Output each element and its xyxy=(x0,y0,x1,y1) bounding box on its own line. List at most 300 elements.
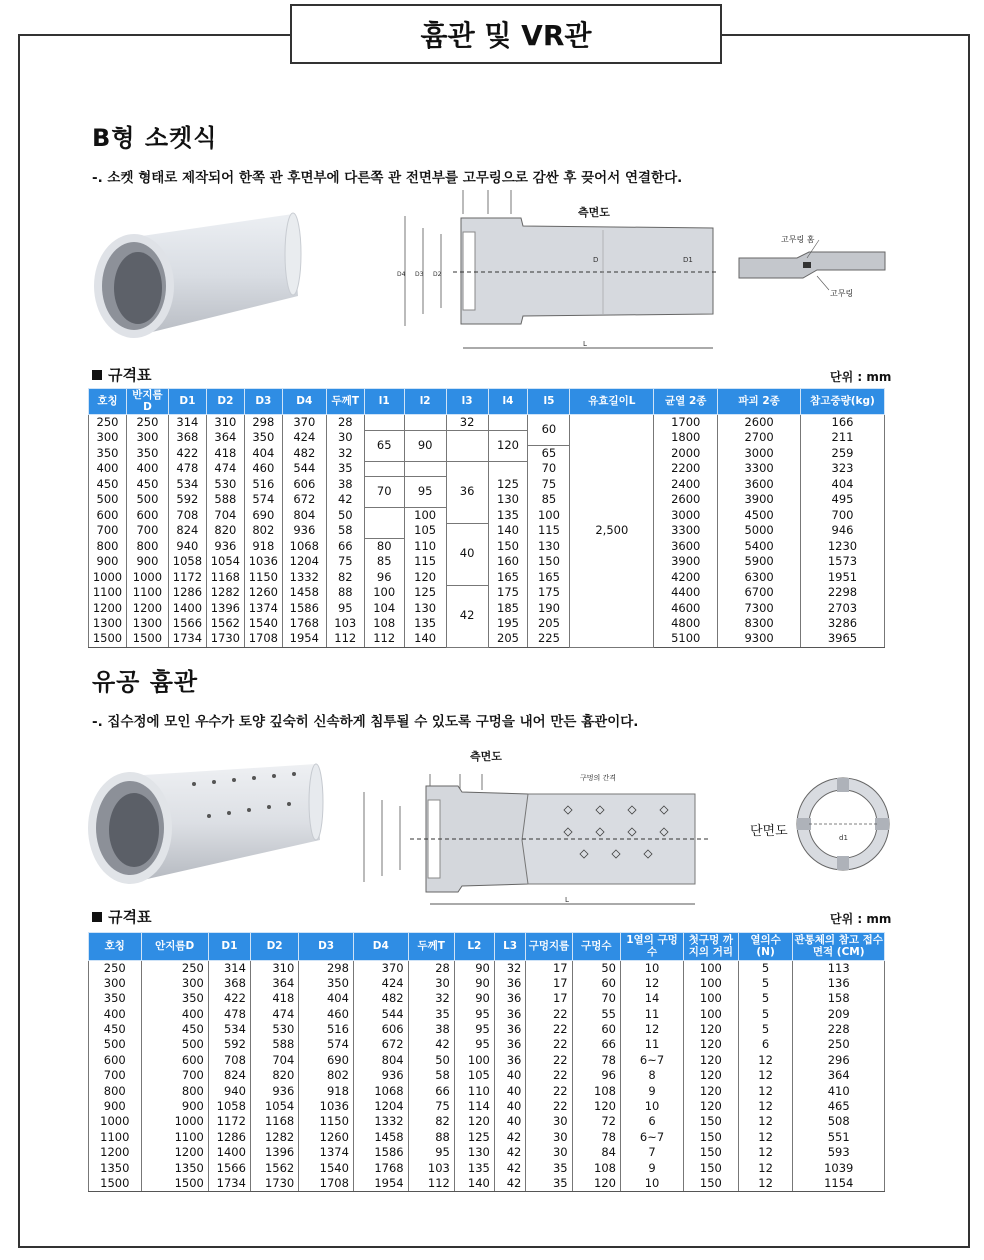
table-cell: 1350 xyxy=(89,1161,142,1176)
table-cell: 55 xyxy=(572,1007,620,1022)
section1-unit: 단위 : mm xyxy=(830,370,892,384)
table-cell: 8 xyxy=(620,1068,683,1083)
table-cell: 672 xyxy=(282,492,326,508)
table-cell: 100 xyxy=(528,508,570,524)
table-cell: 310 xyxy=(250,961,298,976)
table-cell: 500 xyxy=(89,1037,142,1052)
table-cell: 592 xyxy=(168,492,206,508)
table-cell: 95 xyxy=(454,1022,494,1037)
table-cell: 5 xyxy=(738,991,793,1006)
table-cell: 936 xyxy=(282,523,326,539)
table-cell: 824 xyxy=(168,523,206,539)
table-cell: 150 xyxy=(684,1130,739,1145)
table-header-cell: l4 xyxy=(488,389,528,415)
table-cell: 95 xyxy=(408,1145,454,1160)
table-row xyxy=(89,1176,885,1191)
table-cell: 3300 xyxy=(718,461,801,477)
table-cell: 370 xyxy=(282,415,326,431)
table-cell: 130 xyxy=(488,492,528,508)
perforated-pipe-photo xyxy=(84,740,324,890)
table-cell: 350 xyxy=(89,991,142,1006)
table-cell: 508 xyxy=(793,1114,885,1129)
table-cell: 802 xyxy=(244,523,282,539)
table-cell: 150 xyxy=(528,554,570,570)
table-cell: 1400 xyxy=(168,601,206,617)
table-cell: 530 xyxy=(206,477,244,493)
table-cell: 450 xyxy=(89,477,127,493)
svg-text:D4: D4 xyxy=(397,271,406,278)
table-cell: 7300 xyxy=(718,601,801,617)
table-cell: 50 xyxy=(326,508,364,524)
table-cell: 424 xyxy=(282,430,326,446)
table-cell: 1058 xyxy=(168,554,206,570)
table-cell: 1734 xyxy=(208,1176,250,1191)
table-cell: 1282 xyxy=(250,1130,298,1145)
table-cell xyxy=(364,415,404,431)
table-cell: 3900 xyxy=(718,492,801,508)
section1-table-body xyxy=(89,415,885,648)
table-cell: 4500 xyxy=(718,508,801,524)
table-cell: 500 xyxy=(89,492,127,508)
section2-table-header xyxy=(89,933,885,961)
table-cell: 100 xyxy=(684,991,739,1006)
table-cell: 58 xyxy=(326,523,364,539)
table-row xyxy=(89,961,885,976)
table-header-cell: D2 xyxy=(206,389,244,415)
table-cell: 75 xyxy=(528,477,570,493)
table-cell: 918 xyxy=(244,539,282,555)
table-row xyxy=(89,991,885,1006)
table-cell: 1540 xyxy=(299,1161,354,1176)
table-cell: 1374 xyxy=(244,601,282,617)
table-cell: 1500 xyxy=(126,632,168,648)
section2-table-body xyxy=(89,961,885,1192)
table-cell: 32 xyxy=(326,446,364,462)
table-cell: 228 xyxy=(793,1022,885,1037)
table-cell: 205 xyxy=(488,632,528,648)
table-cell xyxy=(364,508,404,539)
table-cell: 42 xyxy=(326,492,364,508)
table-cell: 606 xyxy=(353,1022,408,1037)
table-header-cell: 안지름D xyxy=(141,933,208,961)
rubber-ring-groove-label: 고무링 홈 xyxy=(781,235,815,244)
table-cell: 936 xyxy=(206,539,244,555)
table-cell: 12 xyxy=(738,1068,793,1083)
table-cell: 1068 xyxy=(353,1084,408,1099)
svg-text:L: L xyxy=(565,896,569,904)
table-cell: 4800 xyxy=(654,616,718,632)
table-cell: 12 xyxy=(620,976,683,991)
table-cell: 108 xyxy=(364,616,404,632)
table-cell: 588 xyxy=(250,1037,298,1052)
table-cell: 1332 xyxy=(282,570,326,586)
table-cell: 474 xyxy=(206,461,244,477)
table-cell: 1954 xyxy=(353,1176,408,1191)
table-cell: 1332 xyxy=(353,1114,408,1129)
table-cell xyxy=(404,415,446,431)
table-cell: 1954 xyxy=(282,632,326,648)
table-cell: 592 xyxy=(208,1037,250,1052)
table-cell: 120 xyxy=(404,570,446,586)
table-cell: 42 xyxy=(494,1130,526,1145)
table-cell: 3600 xyxy=(654,539,718,555)
table-cell: 534 xyxy=(208,1022,250,1037)
table-cell: 209 xyxy=(793,1007,885,1022)
table-cell: 370 xyxy=(353,961,408,976)
table-cell: 12 xyxy=(620,1022,683,1037)
table-cell: 6~7 xyxy=(620,1053,683,1068)
table-cell: 7 xyxy=(620,1145,683,1160)
table-cell: 5900 xyxy=(718,554,801,570)
table-cell: 1168 xyxy=(250,1114,298,1129)
table-cell: 1286 xyxy=(168,585,206,601)
table-cell: 195 xyxy=(488,616,528,632)
table-cell: 10 xyxy=(620,1099,683,1114)
table-cell: 22 xyxy=(526,1084,572,1099)
table-row xyxy=(89,1114,885,1129)
table-cell: 1300 xyxy=(126,616,168,632)
table-cell: 2600 xyxy=(718,415,801,431)
table-cell: 165 xyxy=(528,570,570,586)
table-cell: 1768 xyxy=(282,616,326,632)
table-cell: 1458 xyxy=(353,1130,408,1145)
table-cell: 35 xyxy=(526,1176,572,1191)
table-cell: 32 xyxy=(494,961,526,976)
table-cell: 364 xyxy=(793,1068,885,1083)
table-cell: 78 xyxy=(572,1130,620,1145)
table-header-cell: D3 xyxy=(299,933,354,961)
table-cell: 250 xyxy=(126,415,168,431)
perforated-pipe-cross-section xyxy=(793,768,893,880)
table-cell: 478 xyxy=(208,1007,250,1022)
table-cell: 1168 xyxy=(206,570,244,586)
table-cell: 11 xyxy=(620,1037,683,1052)
table-cell: 100 xyxy=(684,1007,739,1022)
table-cell: 450 xyxy=(89,1022,142,1037)
table-cell: 90 xyxy=(454,976,494,991)
table-cell: 36 xyxy=(494,1037,526,1052)
table-cell: 1282 xyxy=(206,585,244,601)
table-cell: 28 xyxy=(326,415,364,431)
table-cell: 35 xyxy=(326,461,364,477)
table-cell: 6 xyxy=(738,1037,793,1052)
table-cell: 95 xyxy=(326,601,364,617)
table-cell: 422 xyxy=(168,446,206,462)
table-cell: 100 xyxy=(454,1053,494,1068)
table-cell: 450 xyxy=(126,477,168,493)
table-cell: 175 xyxy=(528,585,570,601)
table-cell: 606 xyxy=(282,477,326,493)
table-cell: 1204 xyxy=(282,554,326,570)
table-cell: 516 xyxy=(244,477,282,493)
table-cell: 1300 xyxy=(89,616,127,632)
table-cell: 120 xyxy=(684,1022,739,1037)
table-cell: 1562 xyxy=(206,616,244,632)
table-header-cell: 파괴 2종 xyxy=(718,389,801,415)
table-cell: 1000 xyxy=(126,570,168,586)
table-cell: 708 xyxy=(168,508,206,524)
table-cell: 42 xyxy=(446,585,488,647)
table-cell: 1286 xyxy=(208,1130,250,1145)
table-cell: 5000 xyxy=(718,523,801,539)
socket-pipe-side-drawing xyxy=(393,186,723,356)
table-cell: 918 xyxy=(299,1084,354,1099)
table-row xyxy=(89,1007,885,1022)
table-row xyxy=(89,1161,885,1176)
table-cell: 12 xyxy=(738,1084,793,1099)
table-cell: 1800 xyxy=(654,430,718,446)
table-cell: 115 xyxy=(528,523,570,539)
table-header-cell: 참고중량(kg) xyxy=(801,389,885,415)
table-cell: 150 xyxy=(684,1176,739,1191)
table-cell: 418 xyxy=(206,446,244,462)
table-cell: 66 xyxy=(408,1084,454,1099)
svg-text:D3: D3 xyxy=(415,271,424,278)
table-cell: 800 xyxy=(89,539,127,555)
table-cell: 120 xyxy=(454,1114,494,1129)
table-header-cell: 균열 2종 xyxy=(654,389,718,415)
table-cell: 103 xyxy=(408,1161,454,1176)
table-cell: 3286 xyxy=(801,616,885,632)
table-cell xyxy=(488,415,528,431)
socket-pipe-photo xyxy=(88,196,308,346)
section1-heading: B형 소켓식 xyxy=(92,124,218,152)
section2-unit: 단위 : mm xyxy=(830,912,892,926)
section2-heading: 유공 흄관 xyxy=(92,668,199,696)
table-cell: 136 xyxy=(793,976,885,991)
table-cell: 704 xyxy=(250,1053,298,1068)
table-row xyxy=(89,1022,885,1037)
table-cell: 1204 xyxy=(353,1099,408,1114)
table-cell: 1951 xyxy=(801,570,885,586)
table-row xyxy=(89,1053,885,1068)
table-cell: 112 xyxy=(364,632,404,648)
table-cell: 250 xyxy=(89,961,142,976)
table-cell: 58 xyxy=(408,1068,454,1083)
table-cell: 250 xyxy=(793,1037,885,1052)
table-header-cell: 첫구멍 까지의 거리 xyxy=(684,933,739,961)
table-cell: 84 xyxy=(572,1145,620,1160)
section2-spec-table xyxy=(88,932,885,1192)
table-cell: 12 xyxy=(738,1114,793,1129)
table-cell: 900 xyxy=(126,554,168,570)
table-cell: 82 xyxy=(326,570,364,586)
table-cell: 298 xyxy=(299,961,354,976)
table-cell: 400 xyxy=(89,1007,142,1022)
svg-text:d1: d1 xyxy=(839,834,848,842)
table-cell: 28 xyxy=(408,961,454,976)
table-cell: 700 xyxy=(801,508,885,524)
table-cell: 1200 xyxy=(126,601,168,617)
table-cell: 1260 xyxy=(244,585,282,601)
table-cell: 108 xyxy=(572,1084,620,1099)
table-cell: 300 xyxy=(89,976,142,991)
table-cell: 22 xyxy=(526,1007,572,1022)
table-cell: 1708 xyxy=(244,632,282,648)
section2-spec-title: 규격표 xyxy=(92,906,151,927)
table-cell: 1172 xyxy=(168,570,206,586)
table-cell: 1068 xyxy=(282,539,326,555)
table-cell: 500 xyxy=(141,1037,208,1052)
table-cell: 1586 xyxy=(353,1145,408,1160)
table-cell: 120 xyxy=(488,430,528,461)
table-cell: 700 xyxy=(89,523,127,539)
table-cell: 1230 xyxy=(801,539,885,555)
table-cell: 350 xyxy=(89,446,127,462)
table-cell: 125 xyxy=(454,1130,494,1145)
table-cell: 42 xyxy=(494,1145,526,1160)
table-cell: 120 xyxy=(684,1053,739,1068)
table-cell: 35 xyxy=(526,1161,572,1176)
table-cell: 120 xyxy=(684,1068,739,1083)
table-header-cell: 관통체의 참고 접수 면적 (CM) xyxy=(793,933,885,961)
table-cell: 900 xyxy=(89,1099,142,1114)
table-cell: 36 xyxy=(494,1007,526,1022)
table-cell: 1200 xyxy=(89,1145,142,1160)
table-cell: 820 xyxy=(250,1068,298,1083)
table-cell: 482 xyxy=(353,991,408,1006)
table-cell: 1260 xyxy=(299,1130,354,1145)
bullet-square-icon xyxy=(92,370,102,380)
table-cell: 120 xyxy=(572,1099,620,1114)
table-cell: 900 xyxy=(89,554,127,570)
table-cell: 404 xyxy=(244,446,282,462)
table-cell: 495 xyxy=(801,492,885,508)
table-cell: 120 xyxy=(572,1176,620,1191)
table-cell: 700 xyxy=(89,1068,142,1083)
table-header-cell: D4 xyxy=(282,389,326,415)
table-cell: 40 xyxy=(494,1114,526,1129)
table-cell: 500 xyxy=(126,492,168,508)
table-cell: 130 xyxy=(528,539,570,555)
table-cell: 60 xyxy=(528,415,570,446)
table-cell: 95 xyxy=(454,1007,494,1022)
table-cell: 3300 xyxy=(654,523,718,539)
table-cell: 75 xyxy=(326,554,364,570)
bullet-square-icon xyxy=(92,912,102,922)
table-cell: 802 xyxy=(299,1068,354,1083)
table-cell: 65 xyxy=(528,446,570,462)
table-cell: 70 xyxy=(364,477,404,508)
table-cell: 36 xyxy=(494,991,526,1006)
table-cell: 516 xyxy=(299,1022,354,1037)
table-cell: 5 xyxy=(738,976,793,991)
table-row xyxy=(89,1037,885,1052)
table-cell: 8300 xyxy=(718,616,801,632)
table-header-cell: 두께T xyxy=(408,933,454,961)
table-cell: 482 xyxy=(282,446,326,462)
table-cell: 410 xyxy=(793,1084,885,1099)
table-cell: 66 xyxy=(572,1037,620,1052)
table-cell: 3000 xyxy=(718,446,801,462)
section2-side-view-label: 측면도 xyxy=(470,750,502,763)
table-cell: 12 xyxy=(738,1145,793,1160)
table-cell: 185 xyxy=(488,601,528,617)
table-cell: 1036 xyxy=(299,1099,354,1114)
table-cell: 465 xyxy=(793,1099,885,1114)
table-cell: 112 xyxy=(408,1176,454,1191)
perforated-pipe-side-drawing xyxy=(350,772,730,912)
table-cell: 30 xyxy=(526,1145,572,1160)
table-cell: 1396 xyxy=(250,1145,298,1160)
rubber-ring-label: 고무링 xyxy=(830,289,854,298)
table-header-cell: 두께T xyxy=(326,389,364,415)
table-cell: 65 xyxy=(364,430,404,461)
table-header-cell: l1 xyxy=(364,389,404,415)
table-cell: 1586 xyxy=(282,601,326,617)
table-cell: 1730 xyxy=(250,1176,298,1191)
table-row xyxy=(89,523,885,539)
table-header-cell: D2 xyxy=(250,933,298,961)
table-cell: 90 xyxy=(454,961,494,976)
table-cell: 12 xyxy=(738,1176,793,1191)
table-cell: 600 xyxy=(126,508,168,524)
table-cell: 80 xyxy=(364,539,404,555)
table-row xyxy=(89,1068,885,1083)
table-cell: 2298 xyxy=(801,585,885,601)
table-cell: 36 xyxy=(494,1053,526,1068)
table-cell: 1730 xyxy=(206,632,244,648)
table-row xyxy=(89,415,885,431)
table-header-cell: D1 xyxy=(208,933,250,961)
table-cell: 298 xyxy=(244,415,282,431)
table-cell: 30 xyxy=(526,1114,572,1129)
table-cell: 150 xyxy=(684,1161,739,1176)
table-cell: 6300 xyxy=(718,570,801,586)
table-header-cell: L3 xyxy=(494,933,526,961)
table-cell: 30 xyxy=(326,430,364,446)
table-cell: 5 xyxy=(738,1007,793,1022)
table-cell: 130 xyxy=(454,1145,494,1160)
table-cell: 103 xyxy=(326,616,364,632)
table-cell: 22 xyxy=(526,1068,572,1083)
table-cell: 105 xyxy=(454,1068,494,1083)
cross-section-label: 단면도 xyxy=(750,824,788,839)
table-header-cell: D4 xyxy=(353,933,408,961)
table-cell: 166 xyxy=(801,415,885,431)
section1-spec-title: 규격표 xyxy=(92,364,151,385)
table-row xyxy=(89,585,885,601)
table-cell xyxy=(446,430,488,461)
table-cell: 125 xyxy=(488,477,528,493)
table-cell: 72 xyxy=(572,1114,620,1129)
table-cell: 400 xyxy=(89,461,127,477)
table-cell: 350 xyxy=(141,991,208,1006)
table-cell: 135 xyxy=(404,616,446,632)
table-cell xyxy=(488,461,528,477)
table-header-cell: 유효길이L xyxy=(570,389,654,415)
table-cell: 135 xyxy=(454,1161,494,1176)
table-cell: 100 xyxy=(404,508,446,524)
table-cell: 1374 xyxy=(299,1145,354,1160)
table-cell: 600 xyxy=(89,508,127,524)
table-cell: 1200 xyxy=(89,601,127,617)
table-cell: 22 xyxy=(526,1037,572,1052)
table-cell: 30 xyxy=(526,1130,572,1145)
table-cell: 120 xyxy=(684,1084,739,1099)
table-cell: 50 xyxy=(408,1053,454,1068)
section1-description: -. 소켓 형태로 제작되어 한쪽 관 후면부에 다른쪽 관 전면부를 고무링으로 감싼 후 끚어서 연결한다. xyxy=(92,170,683,186)
table-cell: 1000 xyxy=(89,1114,142,1129)
table-cell: 1573 xyxy=(801,554,885,570)
table-cell: 17 xyxy=(526,961,572,976)
table-cell: 368 xyxy=(208,976,250,991)
table-cell: 60 xyxy=(572,976,620,991)
table-cell: 800 xyxy=(141,1084,208,1099)
table-row xyxy=(89,1145,885,1160)
table-cell: 40 xyxy=(494,1099,526,1114)
table-cell: 323 xyxy=(801,461,885,477)
